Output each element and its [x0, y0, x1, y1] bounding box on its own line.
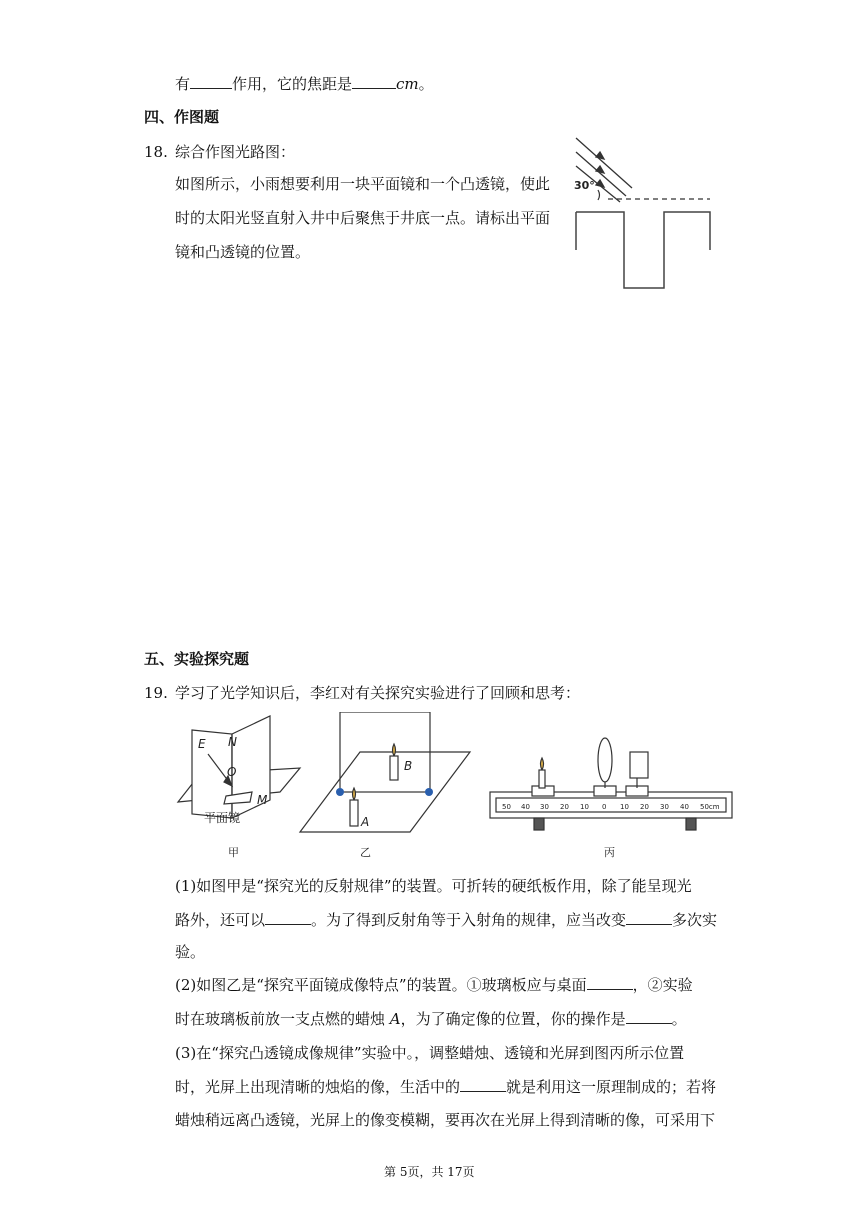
q19-p2-line2	[175, 1009, 687, 1029]
label-M: M	[257, 793, 268, 807]
q17-tail-end: 。	[418, 75, 434, 93]
q19-intro: 学习了光学知识后，李红对有关探究实验进行了回顾和思考：	[175, 684, 581, 702]
q19-p1-line1: (1)如图甲是“探究光的反射规律”的装置。可折转的硬纸板作用，除了能呈现光	[175, 877, 692, 895]
section-4-title: 四、作图题	[144, 108, 220, 126]
caption-jia: 甲	[228, 846, 239, 859]
text-segment: 。	[671, 1010, 687, 1028]
sun-rays	[576, 138, 632, 202]
text-segment: 。为了得到反射角等于入射角的规律，应当改变	[311, 911, 627, 929]
q18-line-3: 镜和凸透镜的位置。	[175, 243, 311, 261]
q19-p3-line2	[175, 1077, 716, 1097]
angle-label: 30°	[574, 179, 595, 192]
answer-blank[interactable]	[352, 74, 396, 89]
svg-text:50: 50	[502, 803, 511, 811]
label-N: N	[228, 735, 237, 749]
q19-p3-line1: (3)在“探究凸透镜成像规律”实验中。，调整蜡烛、透镜和光屏到图丙所示位置	[175, 1044, 685, 1062]
label-mirror: 平面镜	[204, 811, 241, 825]
answer-blank[interactable]	[190, 74, 232, 89]
svg-text:20: 20	[640, 803, 649, 811]
text-segment: (2)如图乙是“探究平面镜成像特点”的装置。①玻璃板应与桌面	[175, 976, 587, 994]
svg-text:20: 20	[560, 803, 569, 811]
svg-text:0: 0	[602, 803, 607, 811]
text-segment: ，为了确定像的位置，你的操作是	[400, 1010, 626, 1028]
q19-p1-line3: 验。	[175, 943, 206, 961]
candle-a-label: A	[389, 1010, 401, 1028]
answer-blank[interactable]	[587, 975, 633, 990]
q19-p1-line2	[175, 910, 717, 930]
page-footer: 第 5页，共 17页	[384, 1165, 475, 1179]
svg-text:50cm: 50cm	[700, 803, 720, 811]
label-A: A	[361, 815, 370, 829]
q18-well-figure	[568, 130, 718, 295]
q19-figures	[170, 712, 740, 862]
answer-blank[interactable]	[626, 1009, 672, 1024]
text-segment: 路外，还可以	[175, 911, 266, 929]
q18-number: 18.	[144, 143, 168, 161]
label-E: E	[198, 737, 206, 751]
svg-text:10: 10	[620, 803, 629, 811]
text-segment: 就是利用这一原理制成的；若将	[506, 1078, 717, 1096]
svg-text:10: 10	[580, 803, 589, 811]
text-segment: 时在玻璃板前放一支点燃的蜡烛	[175, 1010, 390, 1028]
well-outline	[576, 212, 710, 288]
answer-blank[interactable]	[265, 910, 311, 925]
answer-blank[interactable]	[626, 910, 672, 925]
label-O: O	[227, 765, 237, 779]
q19-number: 19.	[144, 684, 168, 702]
svg-text:40: 40	[521, 803, 530, 811]
q17-tail-line	[175, 74, 434, 94]
figure-jia-reflection	[178, 716, 300, 818]
text-segment: ，②实验	[632, 976, 693, 994]
answer-blank[interactable]	[460, 1077, 506, 1092]
svg-text:30: 30	[540, 803, 549, 811]
q18-line-2: 时的太阳光竖直射入井中后聚焦于井底一点。请标出平面	[175, 209, 551, 227]
q19-p3-line3: 蜡烛稍远离凸透镜，光屏上的像变模糊，要再次在光屏上得到清晰的像，可采用下	[175, 1111, 716, 1129]
angle-arc	[598, 190, 600, 200]
svg-text:30: 30	[660, 803, 669, 811]
text-segment: 多次实	[672, 911, 718, 929]
q18-line-1: 如图所示，小雨想要利用一块平面镜和一个凸透镜，使此	[175, 175, 551, 193]
svg-text:40: 40	[680, 803, 689, 811]
text-segment: 时，光屏上出现清晰的烛焰的像，生活中的	[175, 1078, 461, 1096]
q19-p2-line1	[175, 975, 693, 995]
figure-bing-optical-bench	[490, 738, 732, 830]
q17-tail-part2: 作用，它的焦距是	[232, 75, 353, 93]
q18-title: 综合作图光路图：	[175, 143, 296, 161]
figure-yi-plane-mirror	[300, 712, 470, 832]
label-B: B	[404, 759, 413, 773]
unit-cm: cm	[396, 75, 419, 93]
section-5-title: 五、实验探究题	[144, 650, 250, 668]
caption-yi: 乙	[360, 846, 371, 859]
caption-bing: 丙	[604, 846, 615, 859]
q17-tail-part1: 有	[175, 75, 191, 93]
